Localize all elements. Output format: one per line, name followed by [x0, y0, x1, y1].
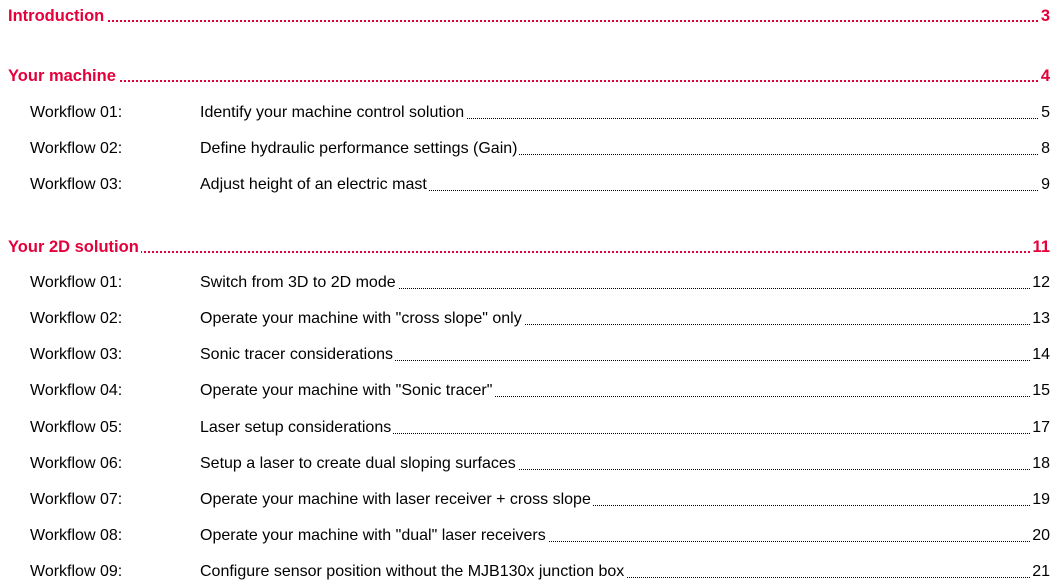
toc-entry-title[interactable]: Setup a laser to create dual sloping surfaces — [200, 452, 518, 476]
toc-page-number[interactable]: 15 — [1030, 379, 1050, 403]
toc-section-your-2d-solution[interactable] — [0, 235, 1062, 259]
toc-entry[interactable] — [0, 137, 1062, 161]
toc-section-your-machine[interactable] — [0, 64, 1062, 88]
toc-section-title[interactable]: Your 2D solution — [8, 235, 141, 259]
toc-page-number[interactable]: 18 — [1030, 452, 1050, 476]
toc-section-title[interactable]: Introduction — [8, 4, 106, 28]
toc-entry-title[interactable]: Operate your machine with "dual" laser receivers — [200, 524, 548, 548]
toc-entry[interactable] — [0, 560, 1062, 584]
toc-entry-title[interactable]: Identify your machine control solution — [200, 101, 466, 125]
toc-entry-number: Workflow 04: — [30, 379, 122, 403]
toc-entry-number: Workflow 07: — [30, 488, 122, 512]
toc-entry-title[interactable]: Laser setup considerations — [200, 416, 393, 440]
toc-entry[interactable] — [0, 343, 1062, 367]
toc-entry-number: Workflow 09: — [30, 560, 122, 584]
toc-page-number[interactable]: 3 — [1039, 4, 1050, 28]
toc-page-number[interactable]: 9 — [1039, 173, 1050, 197]
toc-entry-number: Workflow 01: — [30, 101, 122, 125]
toc-entry[interactable] — [0, 452, 1062, 476]
toc-page-number[interactable]: 17 — [1030, 416, 1050, 440]
toc-entry-title[interactable]: Adjust height of an electric mast — [200, 173, 429, 197]
toc-section-introduction[interactable] — [0, 4, 1062, 28]
toc-entry-number: Workflow 01: — [30, 271, 122, 295]
toc-entry[interactable] — [0, 379, 1062, 403]
toc-entry[interactable] — [0, 271, 1062, 295]
toc-page-number[interactable]: 13 — [1030, 307, 1050, 331]
toc-page-number[interactable]: 12 — [1030, 271, 1050, 295]
toc-entry-number: Workflow 06: — [30, 452, 122, 476]
toc-page-number[interactable]: 19 — [1030, 488, 1050, 512]
toc-entry-number: Workflow 08: — [30, 524, 122, 548]
toc-entry[interactable] — [0, 173, 1062, 197]
dot-leader — [8, 251, 1050, 253]
toc-entry-title[interactable]: Operate your machine with "Sonic tracer" — [200, 379, 494, 403]
toc-entry-title[interactable]: Sonic tracer considerations — [200, 343, 395, 367]
toc-page-number[interactable]: 14 — [1030, 343, 1050, 367]
toc-page-number[interactable]: 20 — [1030, 524, 1050, 548]
toc-entry-number: Workflow 03: — [30, 173, 122, 197]
toc-entry-title[interactable]: Operate your machine with laser receiver + cross slope — [200, 488, 593, 512]
toc-page-number[interactable]: 4 — [1039, 64, 1050, 88]
toc-page-number[interactable]: 21 — [1030, 560, 1050, 584]
toc-entry-number: Workflow 03: — [30, 343, 122, 367]
toc-entry-title[interactable]: Operate your machine with "cross slope" only — [200, 307, 524, 331]
toc-entry-title[interactable]: Configure sensor position without the MJB130x junction box — [200, 560, 626, 584]
toc-entry[interactable] — [0, 488, 1062, 512]
toc-page-number[interactable]: 8 — [1039, 137, 1050, 161]
toc-entry[interactable] — [0, 307, 1062, 331]
toc-entry[interactable] — [0, 101, 1062, 125]
toc-entry-number: Workflow 02: — [30, 137, 122, 161]
dot-leader — [8, 20, 1050, 22]
toc-entry[interactable] — [0, 416, 1062, 440]
toc-page-number[interactable]: 11 — [1031, 235, 1050, 259]
toc-entry-title[interactable]: Define hydraulic performance settings (Gain) — [200, 137, 519, 161]
toc-entry[interactable] — [0, 524, 1062, 548]
toc-section-title[interactable]: Your machine — [8, 64, 118, 88]
toc-entry-title[interactable]: Switch from 3D to 2D mode — [200, 271, 398, 295]
toc-page-number[interactable]: 5 — [1039, 101, 1050, 125]
toc-entry-number: Workflow 05: — [30, 416, 122, 440]
toc-entry-number: Workflow 02: — [30, 307, 122, 331]
dot-leader — [8, 80, 1050, 82]
